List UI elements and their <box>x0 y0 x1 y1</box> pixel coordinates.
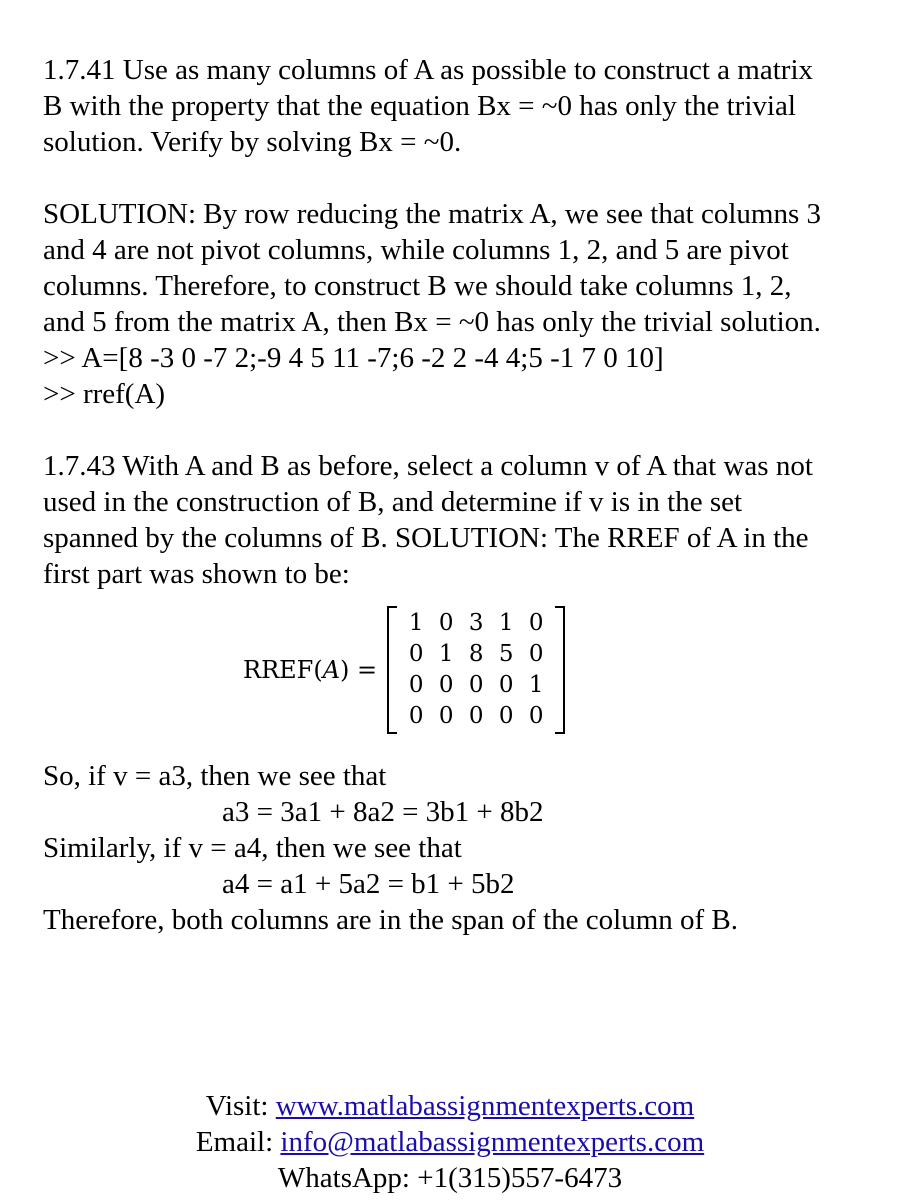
solution-line-3: columns. Therefore, to construct B we should take columns 1, 2, <box>43 270 792 302</box>
matrix-cell: 0 <box>408 703 424 729</box>
matrix-cell: 0 <box>408 641 424 667</box>
matlab-command-matrix: >> A=[8 -3 0 -7 2;-9 4 5 11 -7;6 -2 2 -4 4;5 -1 7 0 10] <box>43 342 664 374</box>
problem-1-7-41-line-1: 1.7.41 Use as many columns of A as possible to construct a matrix <box>43 54 814 86</box>
email-label: Email: <box>195 1126 281 1158</box>
matrix-cell: 0 <box>438 703 454 729</box>
matrix-cell: 3 <box>468 610 484 636</box>
solution-line-4: and 5 from the matrix A, then Bx = ~0 has only the trivial solution. <box>43 306 821 338</box>
matrix-cell: 5 <box>498 641 514 667</box>
rref-matrix-equation <box>243 604 565 736</box>
problem-1-7-43-line-2: used in the construction of B, and determine if v is in the set <box>43 486 743 518</box>
matrix-cell: 1 <box>528 672 544 698</box>
rref-label-prefix: RREF( <box>243 656 323 684</box>
matrix-cell: 8 <box>468 641 484 667</box>
footer-whatsapp: WhatsApp: +1(315)557-6473 <box>277 1162 623 1194</box>
problem-1-7-43-line-4: first part was shown to be: <box>43 558 350 590</box>
matrix-cell: 0 <box>468 703 484 729</box>
matrix-cell: 1 <box>438 641 454 667</box>
conclusion-line-2: Similarly, if v = a4, then we see that <box>43 832 462 864</box>
email-link[interactable]: info@matlabassignmentexperts.com <box>280 1126 705 1158</box>
problem-1-7-43-line-3: spanned by the columns of B. SOLUTION: The RREF of A in the <box>43 522 809 554</box>
conclusion-line-1: So, if v = a3, then we see that <box>43 760 387 792</box>
matrix-right-bracket <box>555 606 565 734</box>
matrix-left-bracket <box>387 606 397 734</box>
website-link[interactable]: www.matlabassignmentexperts.com <box>275 1090 695 1122</box>
equation-a3: a3 = 3a1 + 8a2 = 3b1 + 8b2 <box>222 796 544 828</box>
matrix-cell: 0 <box>498 703 514 729</box>
solution-line-2: and 4 are not pivot columns, while columns 1, 2, and 5 are pivot <box>43 234 789 266</box>
problem-1-7-41-line-2: B with the property that the equation Bx = ~0 has only the trivial <box>43 90 796 122</box>
matrix-cell: 0 <box>438 610 454 636</box>
footer-visit <box>0 1088 900 1124</box>
footer-email <box>0 1124 900 1160</box>
rref-label <box>243 656 377 684</box>
matrix-cell: 0 <box>498 672 514 698</box>
matrix-cell: 0 <box>528 610 544 636</box>
matrix-cell: 0 <box>438 672 454 698</box>
rref-label-var: A <box>322 656 341 684</box>
equation-a4: a4 = a1 + 5a2 = b1 + 5b2 <box>222 868 515 900</box>
rref-label-suffix: ) = <box>340 656 378 684</box>
matrix-cell: 0 <box>528 641 544 667</box>
matrix-cell: 0 <box>468 672 484 698</box>
visit-label: Visit: <box>205 1090 276 1122</box>
solution-line-1: SOLUTION: By row reducing the matrix A, we see that columns 3 <box>43 198 822 230</box>
matrix-cell: 0 <box>408 672 424 698</box>
matrix-cell: 1 <box>498 610 514 636</box>
matlab-command-rref: >> rref(A) <box>43 378 166 410</box>
conclusion-line-3: Therefore, both columns are in the span of the column of B. <box>43 904 738 936</box>
rref-matrix-grid <box>397 608 555 732</box>
problem-1-7-43-line-1: 1.7.43 With A and B as before, select a column v of A that was not <box>43 450 813 482</box>
matrix-cell: 1 <box>408 610 424 636</box>
problem-1-7-41-line-3: solution. Verify by solving Bx = ~0. <box>43 126 462 158</box>
matrix-cell: 0 <box>528 703 544 729</box>
